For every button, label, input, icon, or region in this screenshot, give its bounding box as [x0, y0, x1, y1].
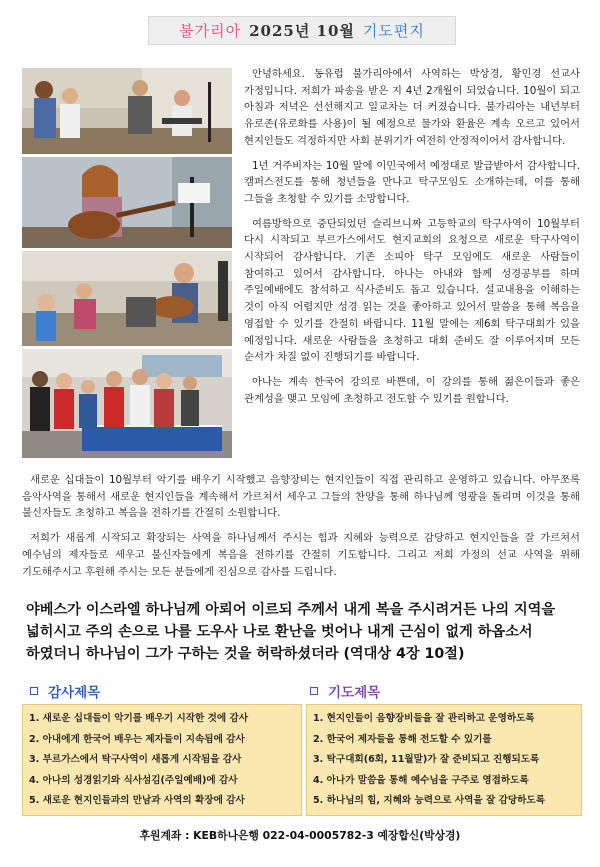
thanks-list	[22, 704, 302, 816]
group-music-photo	[22, 68, 232, 154]
prayer-item: 3. 탁구대회(6회, 11월말)가 잘 준비되고 진행되도록	[313, 754, 540, 766]
children-guitar-photo	[22, 251, 232, 346]
paragraph-korean-class: 아나는 계속 한국어 강의로 바쁜데, 이 강의를 통해 젊은이들과 좋은 관계성을 맺고 모임에 초청하고 전도할 수 있기를 원합니다.	[244, 375, 580, 405]
donation-account: 후원계좌 : KEB하나은행 022-04-0005782-3 예장합신(박상경)	[139, 829, 461, 842]
guitar-lesson-photo	[22, 157, 232, 248]
square-bullet-icon	[310, 687, 318, 695]
thanks-item: 4. 아나의 성경읽기와 식사섬김(주일예배)에 감사	[29, 774, 238, 786]
title-country: 불가리아	[179, 22, 242, 40]
prayer-heading	[310, 681, 380, 701]
letter-title	[148, 16, 456, 45]
prayer-item: 5. 하나님의 힘, 지혜와 능력으로 사역을 잘 감당하도록	[313, 795, 545, 807]
thanks-item: 5. 새로운 현지인들과의 만남과 사역의 확장에 감사	[29, 795, 245, 807]
thanks-heading	[30, 681, 100, 701]
prayer-item: 1. 현지인들이 음향장비들을 잘 관리하고 운영하도록	[313, 713, 535, 724]
prayer-list	[306, 704, 582, 816]
bible-verse: 야베스가 이스라엘 하나님께 아뢰어 이르되 주께서 내게 복을 주시려거든 나의 지역을 넓히시고 주의 손으로 나를 도우사 나로 환난을 벗어나 내게 근심이 없게 하옵소서 하였더니 하나님이 그가 구하는 것을 허락하셨더라 (역대상 4장 10절)	[26, 602, 556, 662]
thanks-item: 1. 새로운 십대들이 악기를 배우기 시작한 것에 감사	[29, 713, 249, 724]
letter-body-full	[22, 472, 580, 588]
thanks-item: 3. 부르가스에서 탁구사역이 새롭게 시작됨을 감사	[29, 754, 242, 766]
prayer-heading-label: 기도제목	[328, 685, 381, 701]
prayer-item: 4. 아나가 말씀을 통해 예수님을 구주로 영접하도록	[313, 774, 529, 786]
ping-pong-group-photo	[22, 349, 232, 458]
title-date: 2025년 10월	[249, 22, 355, 40]
prayer-item: 2. 한국어 제자들을 통해 전도할 수 있기를	[313, 733, 492, 745]
paragraph-music: 새로운 십대들이 10월부터 악기를 배우기 시작했고 음향장비는 현지인들이 직접 관리하고 운영하고 있습니다. 아무쪼록 음악사역을 통해서 새로운 현지인들을 계속해서 가르쳐서 세우고 그들의 찬양을 통해 하나님께 영광을 돌리며 이것을 통해 불신자들도 초청하고 복음을 전하기를 간절히 소원합니다.	[22, 474, 580, 520]
paragraph-visa: 1년 거주비자는 10월 말에 이민국에서 예정대로 발급받아서 감사합니다. 캠퍼스전도를 통해 청년들을 만나고 탁구모임도 소개하는데, 이를 통해 그들을 초청할 수 있기를 소망합니다.	[244, 159, 580, 205]
paragraph-greeting: 안녕하세요. 동유럽 불가리아에서 사역하는 박상경, 황민경 선교사 가정입니다. 저희가 파송을 받은 지 4년 2개월이 되었습니다. 10월이 되고 아침과 저녁은 선선해지고 일교차는 더 커졌습니다. 불가리아는 내년부터 유로존(유로화를 사용)이 될 예정으로 물가와 환율은 계속 오르고 있어서 현지인들도 걱정하지만 사회 분위기가 여전히 안정적이어서 감사합니다.	[244, 68, 580, 147]
paragraph-table-tennis: 여름방학으로 중단되었던 슬리브니짜 고등학교의 탁구사역이 10월부터 다시 시작되고 부르가스에서도 현지교회의 요청으로 새로운 탁구사역이 시작되어 감사합니다. 기존 소피아 탁구 모임에도 새로운 사람들이 참여하고 있어서 감사합니다. 아나는 아내와 함께 성경공부를 하며 주일예배에도 참석하고 식사준비도 돕고 있습니다. 설교내용을 이해하는 것이 아직 어렵지만 성경 읽는 것을 좋아하고 있어서 말씀을 통해 복음을 영접할 수 있기를 간절히 바랍니다. 11월 말에는 제6회 탁구대회가 있을 예정입니다. 새로운 사람들을 초청하고 대회 준비도 잘 이루어지며 모든 순서가 차질 없이 진행되기를 바랍니다.	[244, 217, 580, 364]
title-label: 기도편지	[362, 22, 425, 40]
square-bullet-icon	[30, 687, 38, 695]
thanks-heading-label: 감사제목	[48, 685, 101, 701]
thanks-item: 2. 아내에게 한국어 배우는 제자들이 지속됨에 감사	[29, 733, 245, 745]
paragraph-closing: 저희가 새롭게 시작되고 확장되는 사역을 하나님께서 주시는 힘과 지혜와 능력으로 감당하고 현지인들을 잘 가르쳐서 예수님의 제자들로 세우고 불신자들에게 복음을 전하기를 간절히 기도합니다. 그리고 저희 가정의 선교 사역을 위해 기도해주시고 후원해 주시는 모든 분들에게 진심으로 감사를 드립니다.	[22, 532, 580, 578]
letter-body-side	[244, 66, 580, 415]
